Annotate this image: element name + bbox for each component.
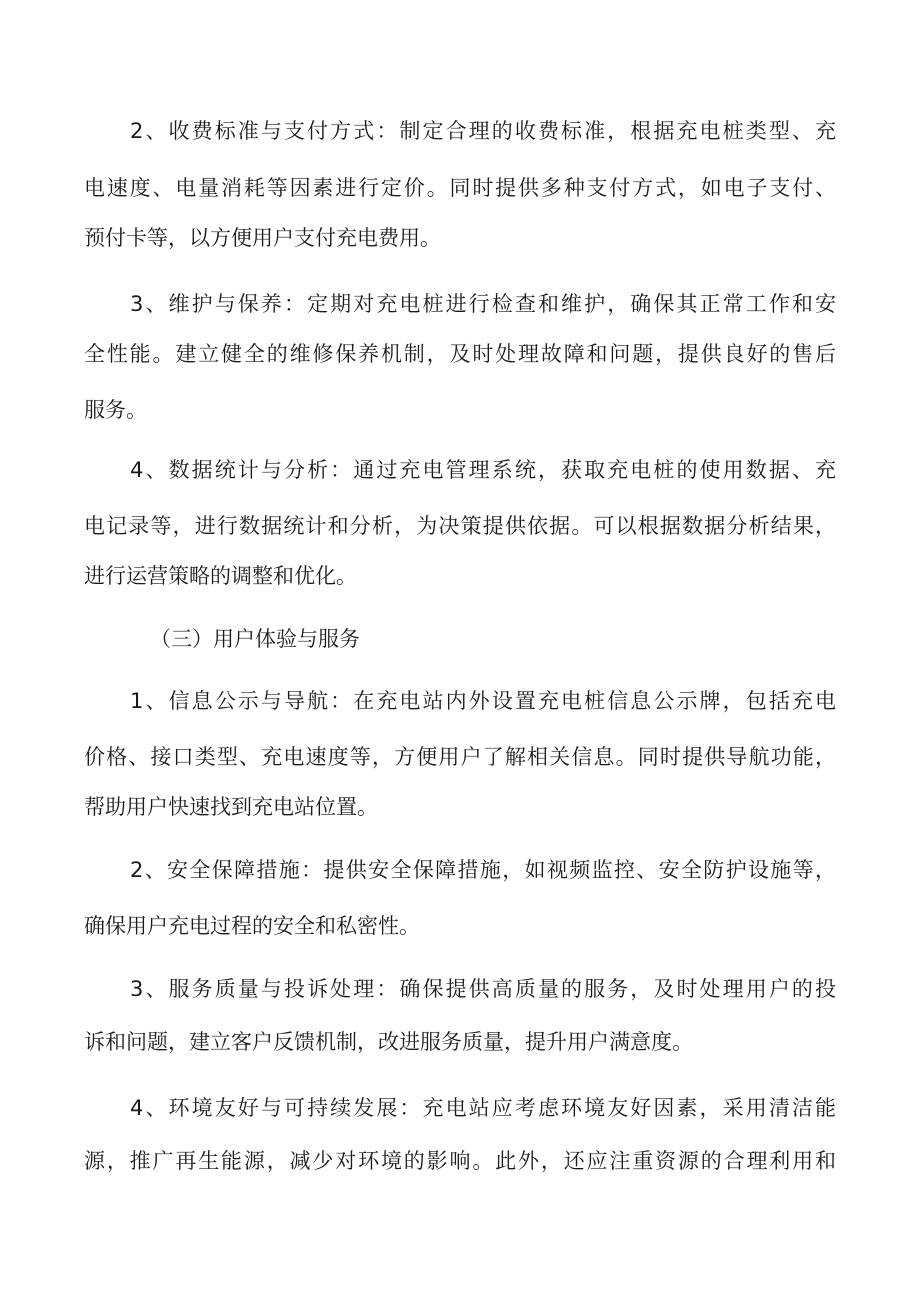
paragraph-maintenance-line-2: 全性能。建立健全的维修保养机制，及时处理故障和问题，提供良好的售后 (84, 342, 836, 366)
paragraph-safety-line-1: 2、安全保障措施：提供安全保障措施，如视频监控、安全防护设施等， (130, 858, 836, 882)
paragraph-fee-standard-line-3: 预付卡等，以方便用户支付充电费用。 (84, 226, 441, 250)
paragraph-environment-line-2: 源，推广再生能源，减少对环境的影响。此外，还应注重资源的合理利用和 (84, 1149, 836, 1173)
paragraph-info-navigation-line-3: 帮助用户快速找到充电站位置。 (84, 795, 378, 819)
paragraph-info-navigation-line-1: 1、信息公示与导航：在充电站内外设置充电桩信息公示牌，包括充电 (130, 689, 836, 713)
paragraph-fee-standard-line-2: 电速度、电量消耗等因素进行定价。同时提供多种支付方式，如电子支付、 (84, 176, 836, 200)
paragraph-safety-line-2: 确保用户充电过程的安全和私密性。 (84, 914, 420, 938)
section-heading-user-experience: （三）用户体验与服务 (150, 627, 360, 651)
paragraph-data-statistics-line-3: 进行运营策略的调整和优化。 (84, 564, 357, 588)
paragraph-fee-standard-line-1: 2、收费标准与支付方式：制定合理的收费标准，根据充电桩类型、充 (130, 119, 836, 143)
paragraph-maintenance-line-3: 服务。 (84, 398, 147, 422)
paragraph-data-statistics-line-2: 电记录等，进行数据统计和分析，为决策提供依据。可以根据数据分析结果， (84, 514, 836, 538)
paragraph-maintenance-line-1: 3、维护与保养：定期对充电桩进行检查和维护，确保其正常工作和安 (130, 292, 836, 316)
paragraph-service-quality-line-2: 诉和问题，建立客户反馈机制，改进服务质量，提升用户满意度。 (84, 1030, 693, 1054)
paragraph-environment-line-1: 4、环境友好与可持续发展：充电站应考虑环境友好因素，采用清洁能 (130, 1096, 836, 1120)
paragraph-info-navigation-line-2: 价格、接口类型、充电速度等，方便用户了解相关信息。同时提供导航功能， (84, 745, 836, 769)
paragraph-data-statistics-line-1: 4、数据统计与分析：通过充电管理系统，获取充电桩的使用数据、充 (130, 458, 836, 482)
paragraph-service-quality-line-1: 3、服务质量与投诉处理：确保提供高质量的服务，及时处理用户的投 (130, 977, 836, 1001)
